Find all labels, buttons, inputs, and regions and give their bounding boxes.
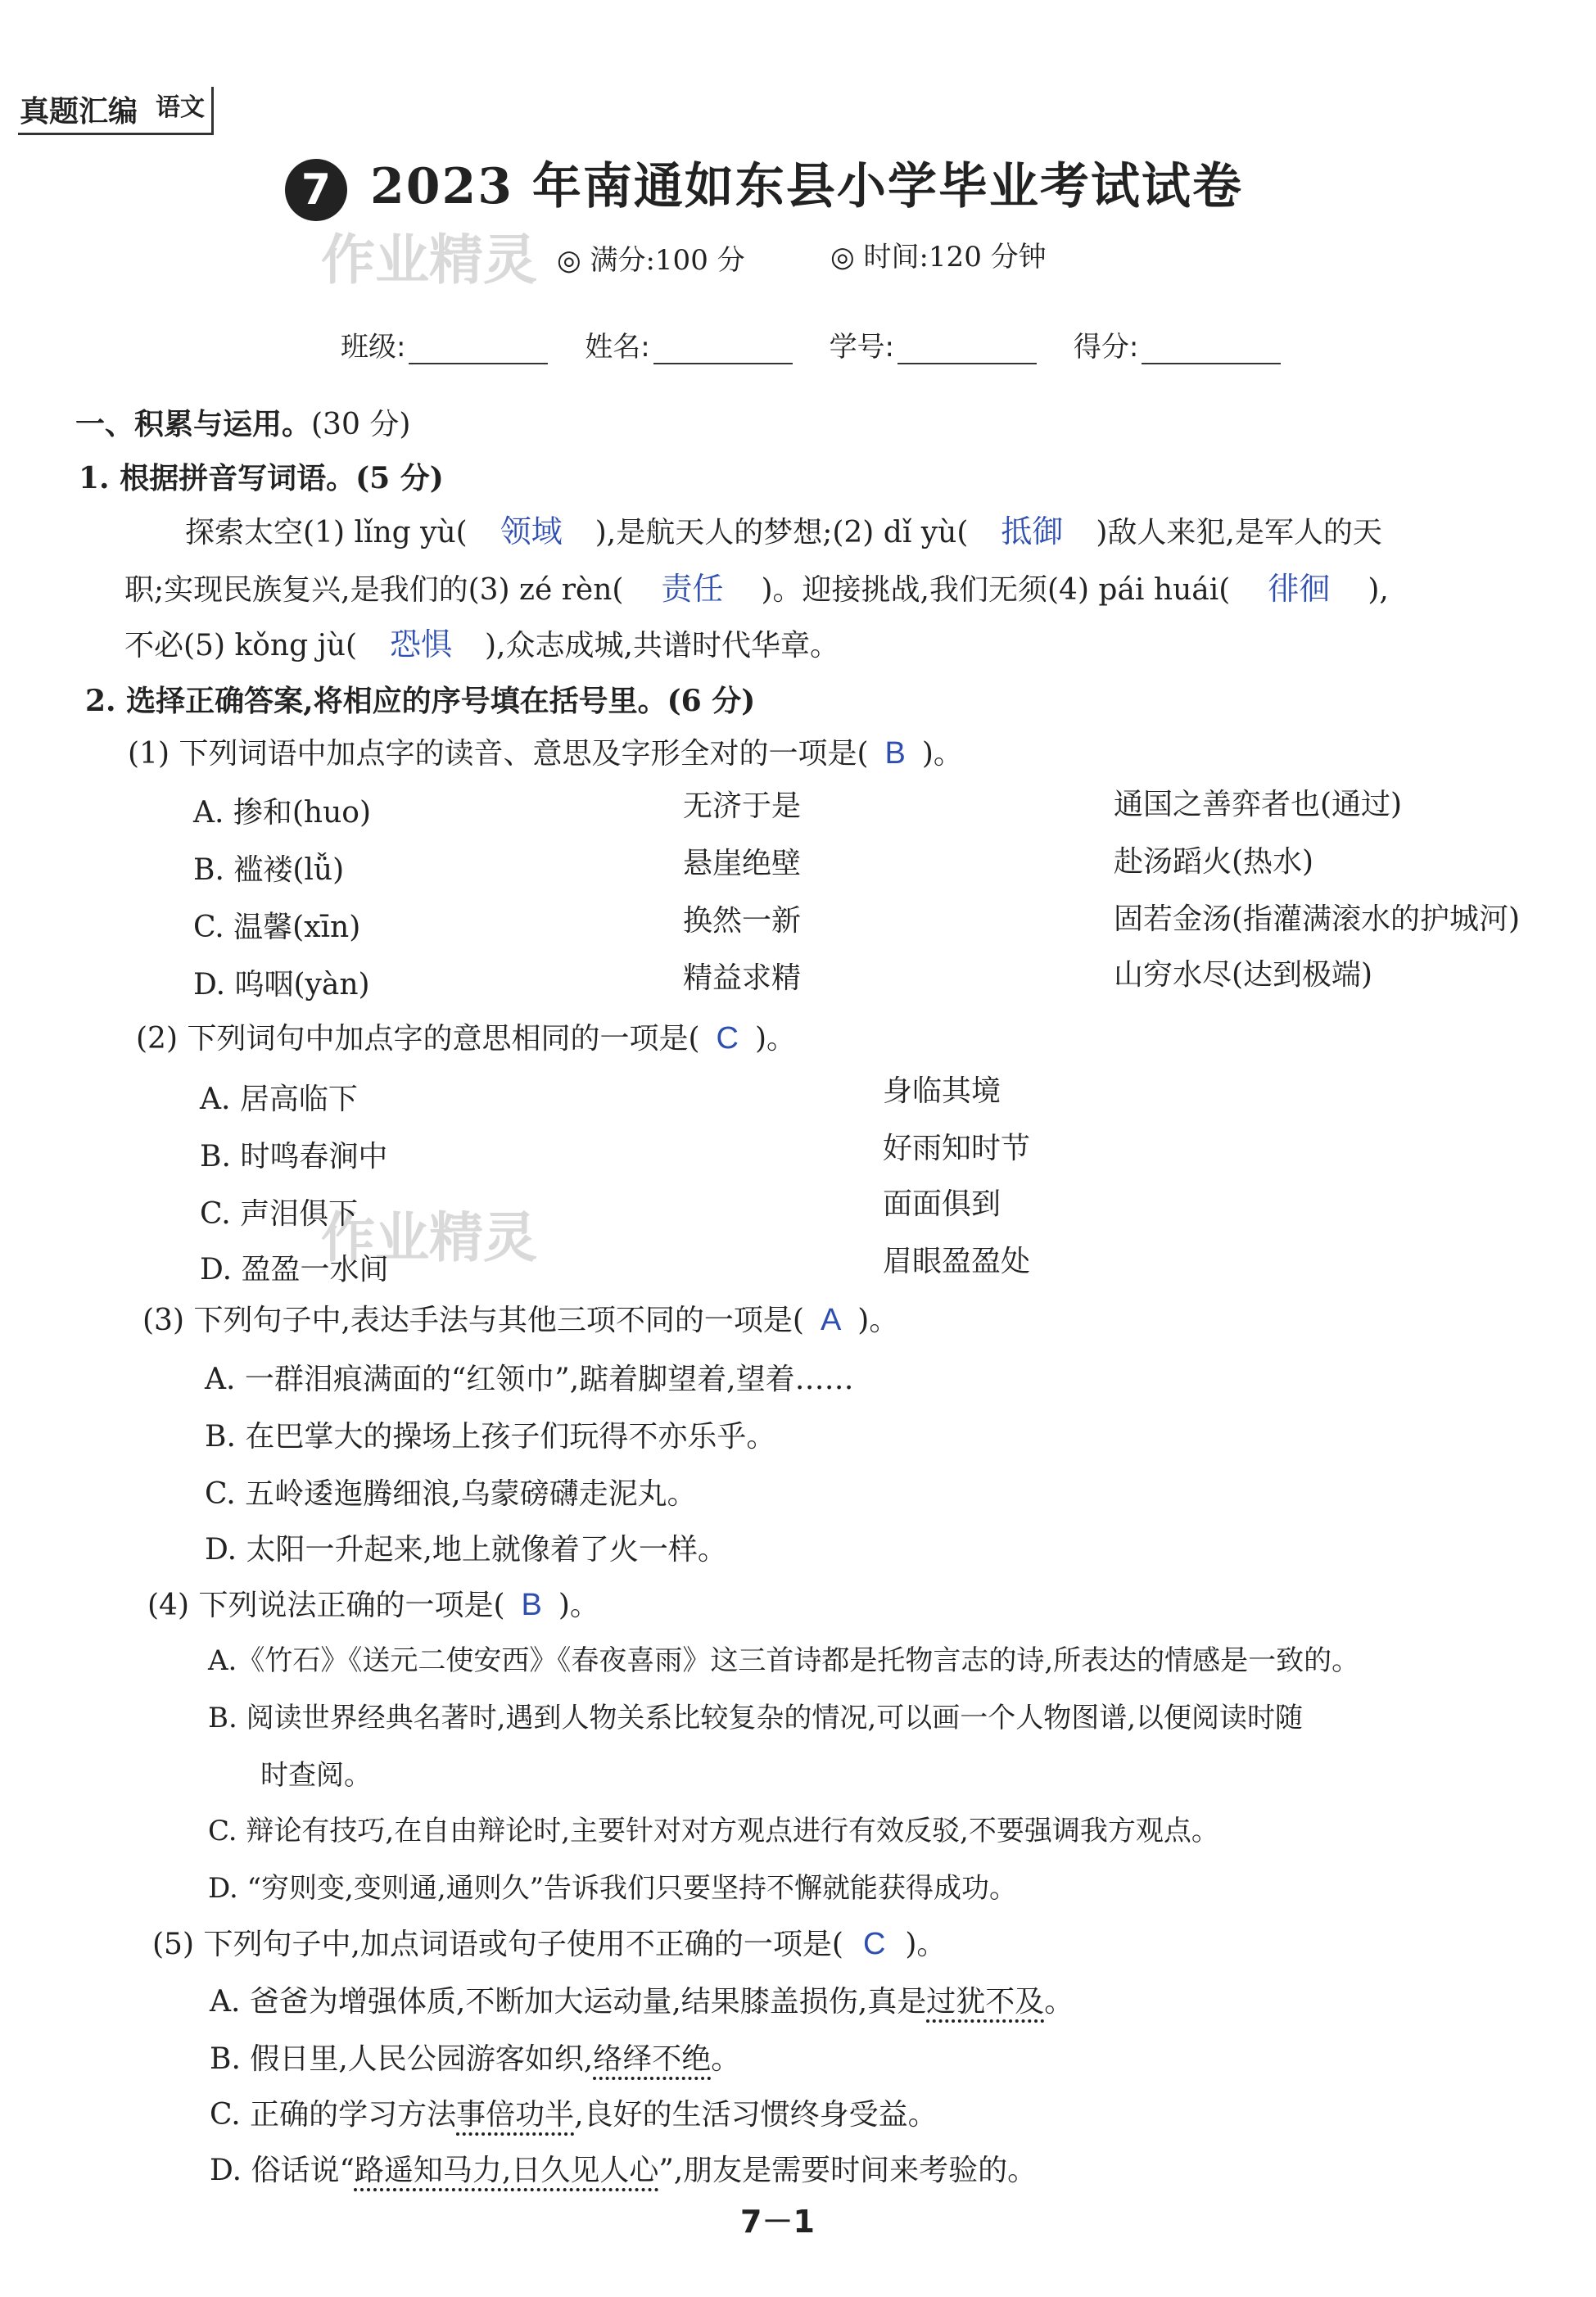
dotted-phrase: 络绎不绝 bbox=[593, 2042, 712, 2076]
option-cell: 面面俱到 bbox=[883, 1187, 1001, 1221]
name-field[interactable] bbox=[653, 338, 793, 364]
paper-number-badge: 7 bbox=[285, 159, 347, 221]
option-cell: A. 居高临下 bbox=[200, 1083, 358, 1116]
stem-text: )。 bbox=[921, 737, 963, 771]
option-text: D. 太阳一升起来,地上就像着了火一样。 bbox=[205, 1533, 727, 1567]
section-title: 一、积累与运用。 bbox=[75, 407, 312, 441]
brand-label: 真题汇编 bbox=[20, 94, 138, 129]
q2-2-stem bbox=[136, 1015, 796, 1057]
stem-text: )。 bbox=[558, 1589, 599, 1622]
option-cell: D. 呜咽(yàn) bbox=[193, 968, 370, 1002]
q1-answer-3: 责任 bbox=[661, 572, 724, 607]
option-text-part: A. 爸爸为增强体质,不断加大运动量,结果膝盖损伤,真是 bbox=[210, 1985, 927, 2019]
q1-answer-2: 抵御 bbox=[1001, 515, 1064, 549]
full-score: ◎ 满分:100 分 bbox=[557, 244, 745, 277]
stem-text: (4) 下列说法正确的一项是( bbox=[147, 1589, 505, 1622]
class-field[interactable] bbox=[409, 338, 548, 364]
id-label: 学号: bbox=[829, 331, 895, 364]
q1-text: ), bbox=[1368, 573, 1389, 607]
id-field[interactable] bbox=[897, 338, 1037, 364]
q1-text: )。迎接挑战,我们无须(4) pái huái( bbox=[761, 573, 1231, 607]
option-text-part: D. 俗话说“ bbox=[210, 2154, 355, 2187]
option-cell: 无济于是 bbox=[683, 789, 802, 823]
score-field[interactable] bbox=[1142, 338, 1281, 364]
watermark: 作业精灵 bbox=[321, 228, 537, 292]
option-text-part: ,良好的生活习惯终身受益。 bbox=[574, 2098, 938, 2132]
option-text: D. “穷则变,变则通,通则久”告诉我们只要坚持不懈就能获得成功。 bbox=[208, 1872, 1018, 1905]
stem-text: )。 bbox=[754, 1022, 796, 1056]
stem-text: (1) 下列词语中加点字的读音、意思及字形全对的一项是( bbox=[128, 737, 869, 771]
option-text-part: 。 bbox=[1044, 1985, 1074, 2019]
student-info-fields bbox=[341, 324, 1309, 364]
q1-text: ),是航天人的梦想;(2) dǐ yù( bbox=[595, 516, 969, 549]
option-text-part: C. 正确的学习方法 bbox=[210, 2098, 457, 2132]
q1-answer-4: 徘徊 bbox=[1268, 572, 1331, 607]
option-cell: C. 温馨(xīn) bbox=[193, 911, 361, 944]
q1-text: )敌人来犯,是军人的天 bbox=[1096, 516, 1382, 549]
option-text-part: 。 bbox=[711, 2042, 741, 2076]
option-text bbox=[210, 2091, 938, 2133]
q2-3-stem bbox=[142, 1297, 898, 1339]
stem-text: (2) 下列词句中加点字的意思相同的一项是( bbox=[136, 1022, 700, 1056]
dotted-phrase: 过犹不及 bbox=[926, 1985, 1045, 2019]
stem-text: )。 bbox=[905, 1928, 947, 1961]
q1-answer-1: 领域 bbox=[500, 515, 563, 549]
option-text bbox=[210, 2147, 1037, 2189]
option-text: C. 辩论有技巧,在自由辩论时,主要针对对方观点进行有效反驳,不要强调我方观点。 bbox=[208, 1815, 1219, 1847]
q2-5-stem bbox=[152, 1921, 946, 1963]
option-cell: 身临其境 bbox=[883, 1074, 1001, 1108]
score-label: 得分: bbox=[1073, 331, 1139, 364]
option-text bbox=[210, 2036, 740, 2078]
dotted-phrase: 事倍功半 bbox=[456, 2098, 575, 2132]
q1-text: 职;实现民族复兴,是我们的(3) zé rèn( bbox=[124, 573, 624, 607]
q2-4-stem bbox=[147, 1582, 599, 1624]
option-cell: C. 声泪俱下 bbox=[200, 1197, 359, 1231]
option-cell: 通国之善弈者也(通过) bbox=[1114, 788, 1403, 821]
stem-text: (5) 下列句子中,加点词语或句子使用不正确的一项是( bbox=[152, 1928, 843, 1961]
option-cell: B. 褴褛(lǚ) bbox=[193, 853, 345, 887]
page-title: 2023 年南通如东县小学毕业考试试卷 bbox=[370, 158, 1243, 215]
q2-title: 2. 选择正确答案,将相应的序号填在括号里。(6 分) bbox=[85, 684, 756, 718]
brand-subject: 语文 bbox=[156, 93, 205, 122]
option-text: A. 一群泪痕满面的“红领巾”,踮着脚望着,望着…… bbox=[205, 1363, 854, 1396]
dotted-phrase: 路遥知马力,日久见人心 bbox=[354, 2154, 659, 2187]
q1-text: ),众志成城,共谱时代华章。 bbox=[485, 629, 839, 662]
exam-time: ◎ 时间:120 分钟 bbox=[830, 241, 1047, 274]
q1-title: 1. 根据拼音写词语。(5 分) bbox=[79, 461, 444, 495]
q2-4-answer: B bbox=[521, 1588, 542, 1622]
q1-text: 探索太空(1) lǐng yù( bbox=[185, 516, 468, 549]
option-cell: 眉眼盈盈处 bbox=[883, 1245, 1031, 1278]
option-cell: 固若金汤(指灌满滚水的护城河) bbox=[1114, 902, 1521, 936]
option-text: 时查阅。 bbox=[260, 1759, 372, 1792]
q1-text: 不必(5) kǒng jù( bbox=[124, 629, 357, 662]
option-text: C. 五岭逶迤腾细浪,乌蒙磅礴走泥丸。 bbox=[205, 1477, 697, 1511]
option-text-part: B. 假日里,人民公园游客如织, bbox=[210, 2042, 594, 2076]
section-heading bbox=[75, 401, 410, 443]
q2-3-answer: A bbox=[820, 1303, 842, 1337]
option-text: B. 在巴掌大的操场上孩子们玩得不亦乐乎。 bbox=[205, 1420, 776, 1454]
class-label: 班级: bbox=[341, 331, 406, 364]
stem-text: )。 bbox=[857, 1304, 899, 1337]
option-cell: 悬崖绝壁 bbox=[683, 847, 802, 880]
q1-line3 bbox=[124, 619, 839, 664]
option-cell: 精益求精 bbox=[683, 961, 802, 995]
q2-1-answer: B bbox=[884, 736, 906, 771]
q2-5-answer: C bbox=[862, 1927, 886, 1961]
page-number: 7－1 bbox=[740, 2204, 815, 2240]
section-points: (30 分) bbox=[311, 408, 411, 441]
option-cell: 赴汤蹈火(热水) bbox=[1114, 845, 1314, 879]
q2-1-stem bbox=[128, 730, 963, 772]
stem-text: (3) 下列句子中,表达手法与其他三项不同的一项是( bbox=[142, 1304, 804, 1337]
option-text-part: ”,朋友是需要时间来考验的。 bbox=[658, 2154, 1038, 2187]
option-cell: D. 盈盈一水间 bbox=[200, 1253, 389, 1286]
option-text: A.《竹石》《送元二使安西》《春夜喜雨》这三首诗都是托物言志的诗,所表达的情感是一致的。 bbox=[208, 1644, 1360, 1677]
option-cell: 好雨知时节 bbox=[883, 1132, 1031, 1165]
option-cell: 换然一新 bbox=[683, 904, 802, 938]
option-text: B. 阅读世界经典名著时,遇到人物关系比较复杂的情况,可以画一个人物图谱,以便阅读时随 bbox=[208, 1702, 1304, 1734]
q1-line1 bbox=[185, 506, 1382, 551]
option-text bbox=[210, 1978, 1074, 2020]
option-cell: A. 掺和(huo) bbox=[193, 796, 372, 830]
option-cell: 山穷水尽(达到极端) bbox=[1114, 958, 1373, 992]
q1-line2 bbox=[124, 563, 1389, 608]
watermark: 作业精灵 bbox=[321, 1206, 537, 1269]
q2-2-answer: C bbox=[716, 1021, 739, 1056]
q1-answer-5: 恐惧 bbox=[390, 628, 453, 662]
option-cell: B. 时鸣春涧中 bbox=[200, 1140, 388, 1173]
name-label: 姓名: bbox=[585, 331, 650, 364]
